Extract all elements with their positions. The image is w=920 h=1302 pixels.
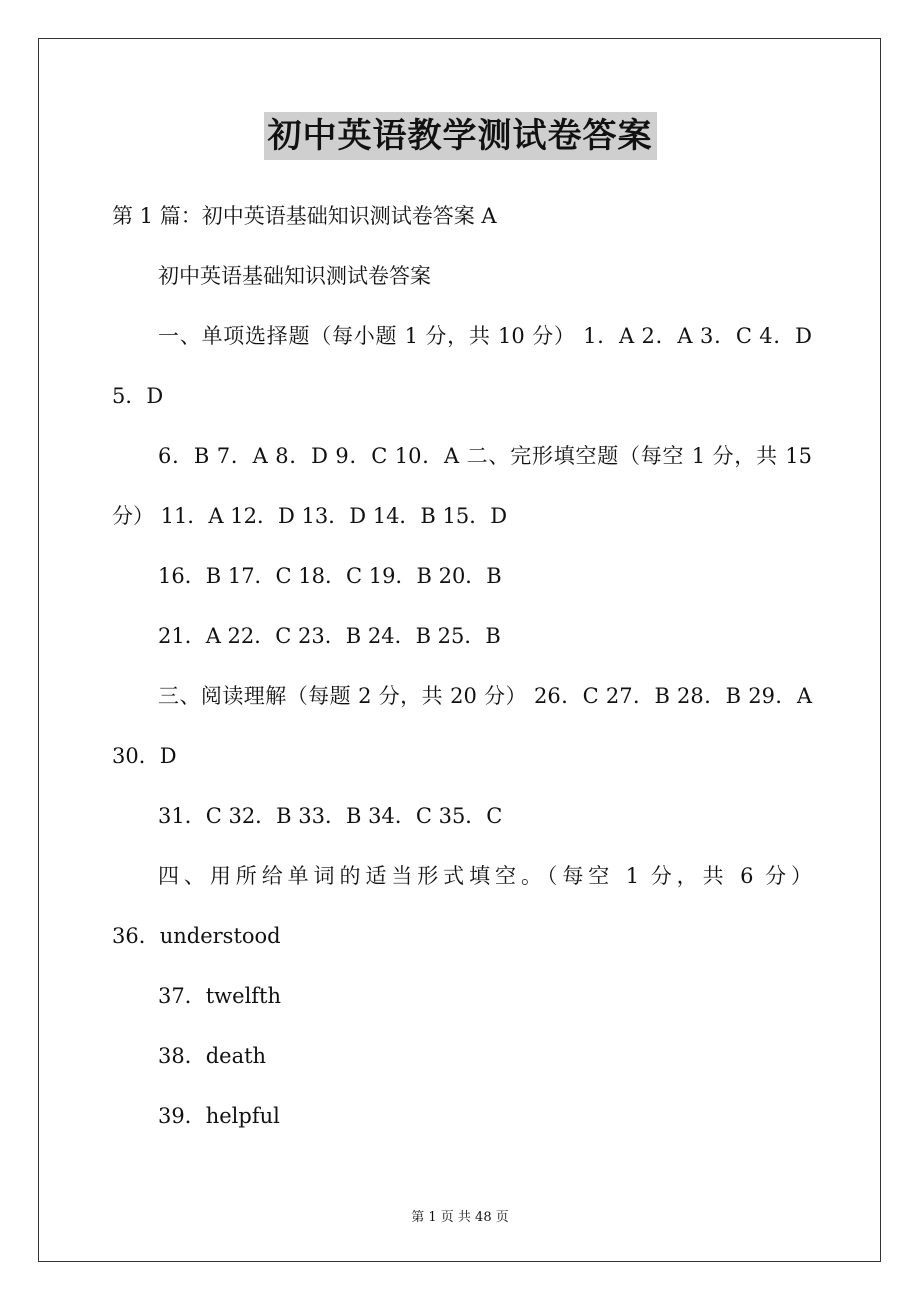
section-heading: 四、用所给单词的适当形式填空。（每空 1 分，共 6 分） — [158, 864, 812, 888]
page-footer: 第 1 页 共 48 页 — [411, 1210, 509, 1225]
answer-line: 5．D — [112, 384, 164, 408]
subheading: 初中英语基础知识测试卷答案 — [158, 264, 431, 288]
answer-line: 37．twelfth — [158, 984, 282, 1008]
answer-line: 三、阅读理解（每题 2 分，共 20 分） 26．C 27．B 28．B 29．A — [158, 684, 812, 708]
answer-line: 38．death — [158, 1044, 267, 1068]
answer-line: 31．C 32．B 33．B 34．C 35．C — [158, 804, 503, 828]
answer-line: 6．B 7．A 8．D 9．C 10．A 二、完形填空题（每空 1 分，共 15 — [158, 444, 812, 468]
document-title: 初中英语教学测试卷答案 — [264, 112, 657, 160]
section-heading: 第 1 篇：初中英语基础知识测试卷答案 A — [112, 204, 497, 228]
answer-line: 21．A 22．C 23．B 24．B 25．B — [158, 624, 501, 648]
answer-line: 30．D — [112, 744, 177, 768]
answer-line: 分） 11．A 12．D 13．D 14．B 15．D — [112, 504, 508, 528]
answer-line: 36．understood — [112, 924, 281, 948]
answer-line: 16．B 17．C 18．C 19．B 20．B — [158, 564, 502, 588]
answer-line: 39．helpful — [158, 1104, 280, 1128]
answer-line: 一、单项选择题（每小题 1 分，共 10 分） 1．A 2．A 3．C 4．D — [158, 324, 812, 348]
title-container — [0, 112, 920, 160]
